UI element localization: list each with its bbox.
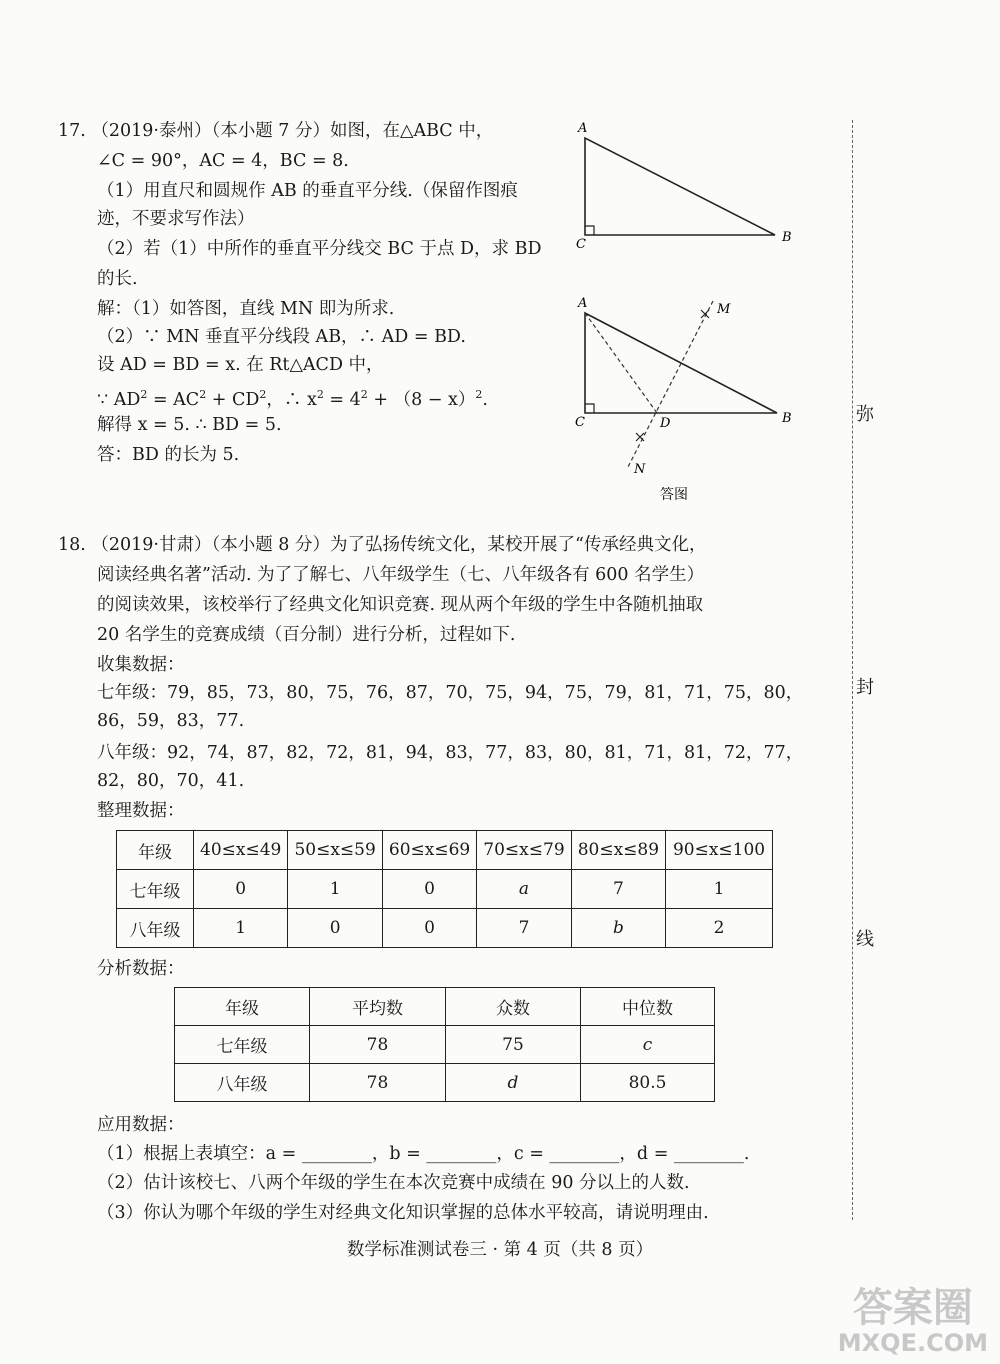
q18-analysis-label: 分析数据： [97,959,185,979]
q18-collect-label: 收集数据： [97,655,185,675]
q18-grade7-data-1: 七年级：79，85，73，80，75，76，87，70，75，94，75，79，81，71，75，80， [97,683,804,703]
q17-line-2: ∠C = 90°，AC = 4，BC = 8. [97,151,349,171]
q17-line-4: 迹，不要求写作法） [97,209,255,229]
table-cell: a [477,870,571,909]
table-header-cell: 年级 [175,988,310,1026]
answer-point-m-label: M [717,302,731,317]
table-header-cell: 众数 [446,988,581,1026]
q18-line-2: 阅读经典名著”活动. 为了了解七、八年级学生（七、八年级各有 600 名学生） [97,565,705,585]
table-cell: 0 [194,870,288,909]
page-footer: 数学标准测试卷三 · 第 4 页（共 8 页） [346,1240,654,1260]
table-cell: d [446,1064,581,1102]
q17-equation: ∵ $AD^2 = AC^2 + CD^2$，∴ $x^2 = 4^2 + (8 - x)^2$. [97,388,488,410]
table-row [175,1064,715,1102]
q18-part-1: （1）根据上表填空：a = ________，b = ________，c = ________，d = ________. [97,1144,750,1164]
table-row [175,1026,715,1064]
q18-part-2: （2）估计该校七、八两个年级的学生在本次竞赛中成绩在 90 分以上的人数. [97,1173,690,1193]
answer-point-n-label: N [634,462,646,477]
table-cell: 80.5 [581,1064,715,1102]
q17-line-3: （1）用直尺和圆规作 AB 的垂直平分线.（保留作图痕 [97,181,518,201]
table-cell: 75 [446,1026,581,1064]
table-header-cell: 平均数 [310,988,446,1026]
table-cell: 78 [310,1064,446,1102]
table-cell: 1 [194,909,288,948]
q18-grade8-data-2: 82，80，70，41. [97,771,245,791]
table-cell: 0 [382,870,476,909]
q18-line-3: 的阅读效果，该校举行了经典文化知识竞赛. 现从两个年级的学生中各随机抽取 [97,595,704,615]
q17-solution-3: 设 AD = BD = x. 在 Rt△ACD 中， [97,355,384,375]
q18-line-4: 20 名学生的竞赛成绩（百分制）进行分析，过程如下. [97,625,516,645]
table-header-cell: 60≤x≤69 [382,831,476,870]
table-cell: c [581,1026,715,1064]
table-cell: 八年级 [117,909,194,948]
table-cell: 78 [310,1026,446,1064]
table-cell: 1 [288,870,382,909]
margin-char-feng: 封 [856,677,874,698]
vertex-a-label: A [578,121,588,136]
q17-line-5: （2）若（1）中所作的垂直平分线交 BC 于点 D，求 BD [97,239,542,259]
watermark-logo-text: 答案圈 [852,1285,973,1331]
q17-line-1: 17. （2019·泰州）（本小题 7 分）如图，在△ABC 中， [58,121,494,141]
table-cell: 七年级 [117,870,194,909]
vertex-c-label: C [576,237,586,252]
q18-apply-label: 应用数据： [97,1115,185,1135]
table-header-cell: 50≤x≤59 [288,831,382,870]
q17-solution-1: 解：（1）如答图，直线 MN 即为所求. [97,299,395,319]
q17-solution-2: （2）∵ MN 垂直平分线段 AB，∴ AD = BD. [97,327,466,347]
table-cell: 1 [666,870,773,909]
table-cell: 2 [666,909,773,948]
triangle-figure [570,115,800,255]
q18-grade7-data-2: 86，59，83，77. [97,711,245,731]
table-header-cell: 40≤x≤49 [194,831,288,870]
q18-line-1: 18. （2019·甘肃）（本小题 8 分）为了弘扬传统文化，某校开展了“传承经典文化， [58,535,707,555]
binding-dashed-line [852,120,853,1220]
answer-vertex-a-label: A [578,296,588,311]
table-cell: 0 [288,909,382,948]
table-header-cell: 80≤x≤89 [571,831,665,870]
table-cell: 7 [477,909,571,948]
watermark [838,1286,988,1356]
table-header-cell: 年级 [117,831,194,870]
q18-part-3: （3）你认为哪个年级的学生对经典文化知识掌握的总体水平较高，请说明理由. [97,1203,709,1223]
q18-organize-label: 整理数据： [97,801,185,821]
margin-char-xian: 线 [856,929,874,950]
table-header-cell: 70≤x≤79 [477,831,571,870]
answer-point-d-label: D [660,416,671,431]
answer-vertex-c-label: C [575,415,585,430]
q17-solution-4: 解得 x = 5. ∴ BD = 5. [97,415,282,435]
table-cell: 7 [571,870,665,909]
table-cell: 八年级 [175,1064,310,1102]
frequency-table [116,830,773,948]
vertex-b-label: B [782,230,792,245]
table-header-cell: 中位数 [581,988,715,1026]
q17-line-6: 的长. [97,269,138,289]
table-cell: b [571,909,665,948]
table-cell: 0 [382,909,476,948]
table-row [117,909,773,948]
answer-vertex-b-label: B [782,411,792,426]
answer-figure [570,295,800,505]
watermark-url: MXQE.COM [837,1329,988,1357]
margin-char-mi: 弥 [856,404,874,425]
q17-solution-5: 答：BD 的长为 5. [97,445,240,465]
answer-figure-caption: 答图 [660,487,688,503]
table-row [117,870,773,909]
statistics-table [174,987,715,1102]
q18-grade8-data-1: 八年级：92，74，87，82，72，81，94，83，77，83，80，81，71，81，72，77， [97,743,804,763]
table-header-cell: 90≤x≤100 [666,831,773,870]
table-cell: 七年级 [175,1026,310,1064]
